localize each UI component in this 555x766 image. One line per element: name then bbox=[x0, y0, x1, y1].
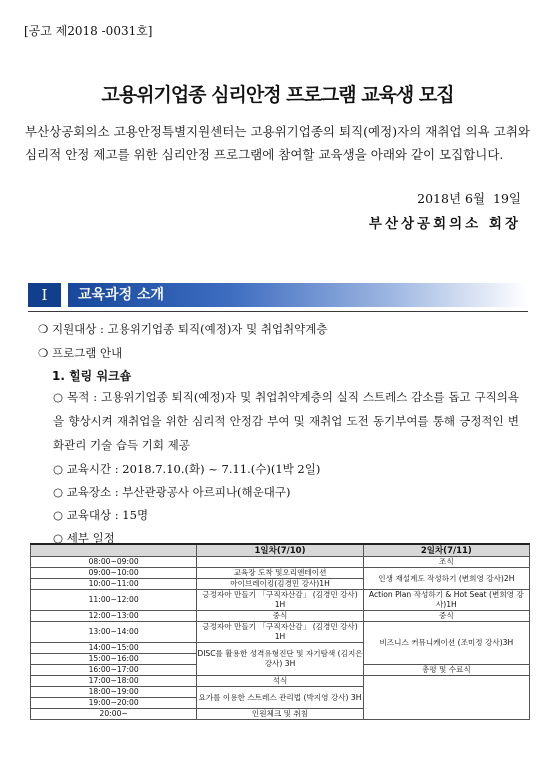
purpose-text: 고용위기업종 퇴직(예정)자 및 취업취약계층의 실직 스트레스 감소를 돕고 구직의욕을 향상시켜 재취업을 위한 심리적 안정감 부여 및 재취업 도전 동기부여를 통해 긍정적인 변화관리 기술 습득 기회 제공 bbox=[53, 390, 520, 452]
date-year: 2018년 bbox=[417, 191, 462, 206]
table-header-row bbox=[31, 545, 530, 557]
program-guide: ❍ 프로그램 안내 bbox=[38, 346, 123, 360]
day2-cell: 조식 bbox=[363, 557, 529, 568]
time-cell: 13:00~14:00 bbox=[31, 622, 197, 643]
day1-cell: 긍정자아 만들기 「구직자산감」 (김경민 강사) 1H bbox=[197, 622, 363, 643]
table-row bbox=[31, 676, 530, 687]
support-target: ❍ 지원대상 : 고용위기업종 퇴직(예정)자 및 취업취약계층 bbox=[38, 322, 328, 336]
education-venue: ○ 교육장소 : 부산관광공사 아르피나(해운대구) bbox=[53, 485, 291, 499]
intro-paragraph: 부산상공회의소 고용안정특별지원센터는 고용위기업종의 퇴직(예정)자의 재취업 의욕 고취와 심리적 안정 제고를 위한 심리안정 프로그램에 참여할 교육생을 아래와 같이 모집합니다. bbox=[25, 124, 530, 162]
page-title: 고용위기업종 심리안정 프로그램 교육생 모집 bbox=[101, 84, 454, 106]
time-cell: 15:00~16:00 bbox=[31, 654, 197, 665]
education-period: ○ 교육시간 : 2018.7.10.(화) ~ 7.11.(수)(1박 2일) bbox=[53, 462, 321, 476]
announcement-date bbox=[417, 189, 521, 207]
day1-cell: 아이브레이킹(김경민 강사)1H bbox=[197, 579, 363, 590]
table-row bbox=[31, 622, 530, 643]
day2-cell bbox=[363, 676, 529, 720]
section-divider bbox=[28, 311, 528, 312]
header-time bbox=[31, 545, 197, 557]
detail-schedule-heading: ○ 세부 일정 bbox=[53, 531, 115, 545]
time-cell: 19:00~20:00 bbox=[31, 698, 197, 709]
time-cell: 08:00~09:00 bbox=[31, 557, 197, 568]
sender-signature: 부산상공회의소 회장 bbox=[368, 216, 521, 232]
notice-number: [공고 제2018 -0031호] bbox=[24, 24, 153, 38]
date-day: 19일 bbox=[493, 191, 521, 206]
table-row bbox=[31, 611, 530, 622]
time-cell: 18:00~19:00 bbox=[31, 687, 197, 698]
date-month: 6월 bbox=[465, 191, 486, 206]
day2-cell: Action Plan 작성하기 & Hot Seat (변희영 강사)1H bbox=[363, 590, 529, 611]
table-top-rule bbox=[30, 543, 530, 545]
day1-cell bbox=[197, 557, 363, 568]
section-header bbox=[28, 283, 528, 307]
section-number: I bbox=[28, 283, 61, 307]
day1-cell: 요가를 이용한 스트레스 관리법 (박지영 강사) 3H bbox=[197, 687, 363, 709]
workshop-heading: 1. 힐링 워크숍 bbox=[52, 369, 132, 383]
time-cell: 14:00~15:00 bbox=[31, 643, 197, 654]
time-cell: 10:00~11:00 bbox=[31, 579, 197, 590]
day1-cell: 중식 bbox=[197, 611, 363, 622]
day2-cell: 비즈니스 커뮤니케이션 (조미정 강사)3H bbox=[363, 622, 529, 665]
time-cell: 16:00~17:00 bbox=[31, 665, 197, 676]
schedule-table bbox=[30, 544, 530, 720]
section-title: 교육과정 소개 bbox=[78, 287, 165, 303]
header-day1: 1일차(7/10) bbox=[197, 545, 363, 557]
time-cell: 09:00~10:00 bbox=[31, 568, 197, 579]
time-cell: 17:00~18:00 bbox=[31, 676, 197, 687]
day1-cell: 인원체크 및 취침 bbox=[197, 709, 363, 720]
table-row bbox=[31, 557, 530, 568]
day1-cell: 교육장 도착 및오리엔테이션 bbox=[197, 568, 363, 579]
day2-cell: 인생 재설계도 작성하기 (변희영 강사)2H bbox=[363, 568, 529, 590]
day1-cell: 긍정자아 만들기 「구직자산감」 (김경민 강사) 1H bbox=[197, 590, 363, 611]
day2-cell: 중식 bbox=[363, 611, 529, 622]
day2-cell: 총평 및 수료식 bbox=[363, 665, 529, 676]
purpose-text-wrap bbox=[53, 385, 519, 457]
table-row bbox=[31, 568, 530, 579]
day1-cell: DISC를 활용한 성격유형진단 및 자기탐색 (김지은 강사) 3H bbox=[197, 643, 363, 676]
time-cell: 12:00~13:00 bbox=[31, 611, 197, 622]
header-day2: 2일차(7/11) bbox=[363, 545, 529, 557]
table-row bbox=[31, 590, 530, 611]
time-cell: 20:00~ bbox=[31, 709, 197, 720]
purpose-label-inline: ○ 목적 : bbox=[53, 390, 102, 404]
time-cell: 11:00~12:00 bbox=[31, 590, 197, 611]
day1-cell: 석식 bbox=[197, 676, 363, 687]
education-audience: ○ 교육대상 : 15명 bbox=[53, 508, 149, 522]
